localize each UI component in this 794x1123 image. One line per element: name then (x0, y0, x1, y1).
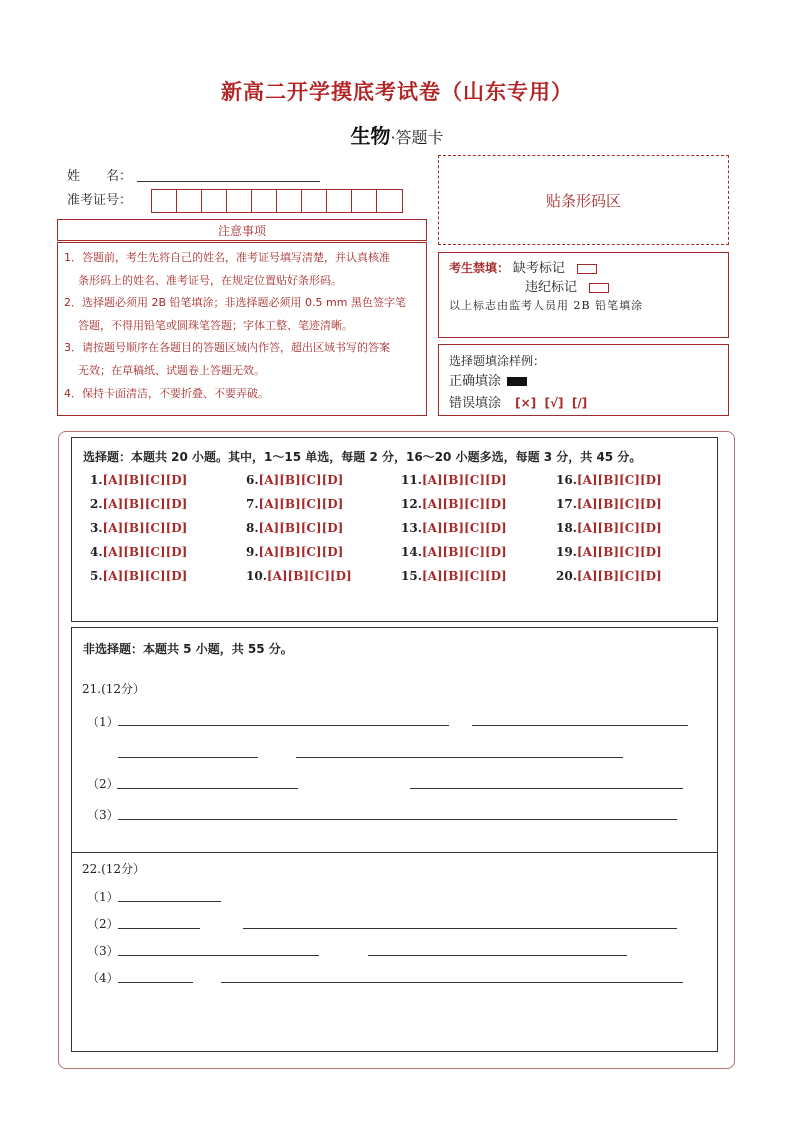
mcq-options[interactable]: [A][B][C][D] (102, 473, 188, 487)
mcq-question[interactable] (556, 473, 662, 487)
mcq-question-number: 7. (246, 497, 259, 511)
q22-section (71, 852, 718, 1052)
mcq-question-number: 4. (90, 545, 103, 559)
notice-heading: 注意事项 (57, 219, 427, 241)
id-digit-box[interactable] (352, 190, 377, 212)
notice-box (57, 242, 427, 416)
subject-name: 生物 (350, 124, 391, 148)
mcq-question[interactable] (246, 497, 343, 511)
mcq-question[interactable] (401, 473, 507, 487)
mcq-question[interactable] (556, 545, 662, 559)
q22-answer-line[interactable] (368, 955, 627, 956)
id-digit-box[interactable] (302, 190, 327, 212)
violation-mark-box[interactable] (589, 283, 609, 293)
notice-item-2: 2．选择题必须用 2B 铅笔填涂；非选择题必须用 0.5 mm 黑色签字笔 答题，不得用铅笔或圆珠笔答题；字体工整、笔迹清晰。 (64, 296, 406, 332)
id-digit-box[interactable] (202, 190, 227, 212)
mcq-options[interactable]: [A][B][C][D] (421, 521, 507, 535)
q21-answer-line[interactable] (472, 725, 688, 726)
notice-item-3: 3．请按题号顺序在各题目的答题区域内作答，超出区域书写的答案 无效；在草稿纸、试题卷上答题无效。 (64, 341, 390, 377)
q21-part1-label: （1） (87, 715, 119, 729)
mcq-question[interactable] (90, 497, 187, 511)
q21-answer-line[interactable] (118, 725, 449, 726)
id-digit-box[interactable] (227, 190, 252, 212)
id-digit-box[interactable] (152, 190, 177, 212)
mcq-question[interactable] (401, 545, 507, 559)
q22-answer-line[interactable] (118, 928, 200, 929)
exam-title: 新高二开学摸底考试卷（山东专用） (221, 80, 573, 104)
q22-answer-line[interactable] (118, 982, 193, 983)
mcq-options[interactable]: [A][B][C][D] (576, 473, 662, 487)
proctor-box (438, 252, 729, 338)
mcq-question[interactable] (246, 521, 343, 535)
mcq-question[interactable] (90, 521, 187, 535)
forbidden-label: 考生禁填： (449, 261, 510, 275)
mcq-question-number: 1. (90, 473, 103, 487)
mcq-question[interactable] (556, 569, 662, 583)
barcode-area (438, 155, 729, 245)
mcq-options[interactable]: [A][B][C][D] (576, 545, 662, 559)
mcq-question[interactable] (401, 497, 507, 511)
wrong-fill-samples: [×] [√] [/] (515, 396, 588, 410)
mcq-options[interactable]: [A][B][C][D] (421, 497, 507, 511)
id-label: 准考证号： (67, 193, 133, 208)
mcq-question-number: 5. (90, 569, 103, 583)
mcq-options[interactable]: [A][B][C][D] (258, 497, 344, 511)
q22-part3-label: （3） (87, 944, 119, 958)
mcq-question-number: 8. (246, 521, 259, 535)
notice-item-4: 4．保持卡面清洁，不要折叠、不要弄破。 (64, 386, 269, 400)
violation-label: 违纪标记 (525, 280, 578, 295)
proctor-note: 以上标志由监考人员用 2B 铅笔填涂 (449, 299, 644, 312)
q22-part4-label: （4） (87, 971, 119, 985)
mcq-question[interactable] (90, 545, 187, 559)
q21-answer-line[interactable] (118, 819, 677, 820)
mcq-question-number: 15. (401, 569, 422, 583)
mcq-question-number: 19. (556, 545, 577, 559)
mcq-question-number: 6. (246, 473, 259, 487)
q21-answer-line[interactable] (410, 788, 683, 789)
mcq-options[interactable]: [A][B][C][D] (258, 521, 344, 535)
mcq-options[interactable]: [A][B][C][D] (421, 545, 507, 559)
mcq-question[interactable] (401, 569, 507, 583)
q21-answer-line[interactable] (296, 757, 623, 758)
mcq-options[interactable]: [A][B][C][D] (266, 569, 352, 583)
mcq-question-number: 2. (90, 497, 103, 511)
mcq-question-number: 20. (556, 569, 577, 583)
nonmcq-heading: 非选择题：本题共 5 小题，共 55 分。 (83, 642, 293, 656)
q21-answer-line[interactable] (117, 788, 298, 789)
barcode-label: 贴条形码区 (545, 191, 621, 210)
absent-label: 缺考标记 (512, 261, 565, 276)
q22-answer-line[interactable] (221, 982, 683, 983)
absent-mark-box[interactable] (577, 264, 597, 274)
answer-card-label: ·答题卡 (390, 128, 444, 147)
exam-id-boxes[interactable] (151, 189, 403, 213)
q22-answer-line[interactable] (118, 901, 221, 902)
q22-part2-label: （2） (87, 917, 119, 931)
mcq-options[interactable]: [A][B][C][D] (576, 497, 662, 511)
name-label: 姓 名： (67, 169, 133, 184)
mcq-question-number: 13. (401, 521, 422, 535)
q21-part2-label: （2） (87, 777, 119, 791)
mcq-question-number: 17. (556, 497, 577, 511)
q21-part3-label: （3） (87, 808, 119, 822)
id-digit-box[interactable] (177, 190, 202, 212)
mcq-question-number: 10. (246, 569, 267, 583)
q22-part1-label: （1） (87, 890, 119, 904)
mcq-question[interactable] (90, 473, 187, 487)
wrong-fill-label: 错误填涂 (449, 396, 502, 411)
q22-answer-line[interactable] (243, 928, 677, 929)
id-digit-box[interactable] (377, 190, 402, 212)
mcq-question-number: 9. (246, 545, 259, 559)
mcq-options[interactable]: [A][B][C][D] (102, 521, 188, 535)
mcq-question[interactable] (556, 497, 662, 511)
q21-answer-line[interactable] (118, 757, 258, 758)
fill-example-box (438, 344, 729, 416)
mcq-question[interactable] (246, 569, 352, 583)
mcq-question-number: 12. (401, 497, 422, 511)
mcq-question[interactable] (246, 473, 343, 487)
q22-title: 22.(12分） (82, 862, 146, 876)
mcq-question-number: 16. (556, 473, 577, 487)
mcq-question[interactable] (90, 569, 187, 583)
mcq-options[interactable]: [A][B][C][D] (102, 569, 188, 583)
mcq-options[interactable]: [A][B][C][D] (102, 497, 188, 511)
correct-fill-sample (507, 377, 527, 386)
mcq-question-number: 11. (401, 473, 422, 487)
mcq-question-number: 3. (90, 521, 103, 535)
q22-answer-line[interactable] (118, 955, 319, 956)
mcq-heading: 选择题：本题共 20 小题。其中，1～15 单选，每题 2 分，16～20 小题多选，每题 3 分，共 45 分。 (83, 450, 642, 464)
mcq-options[interactable]: [A][B][C][D] (102, 545, 188, 559)
mcq-options[interactable]: [A][B][C][D] (258, 473, 344, 487)
mcq-options[interactable]: [A][B][C][D] (421, 569, 507, 583)
mcq-question-number: 18. (556, 521, 577, 535)
mcq-options[interactable]: [A][B][C][D] (576, 521, 662, 535)
id-digit-box[interactable] (252, 190, 277, 212)
mcq-options[interactable]: [A][B][C][D] (576, 569, 662, 583)
mcq-question[interactable] (401, 521, 507, 535)
subject-title (0, 120, 794, 149)
mcq-question-number: 14. (401, 545, 422, 559)
name-line[interactable] (137, 181, 320, 182)
mcq-question[interactable] (246, 545, 343, 559)
mcq-options[interactable]: [A][B][C][D] (258, 545, 344, 559)
id-digit-box[interactable] (277, 190, 302, 212)
correct-fill-label: 正确填涂 (449, 374, 502, 389)
fill-example-heading: 选择题填涂样例： (449, 354, 546, 368)
mcq-question[interactable] (556, 521, 662, 535)
q21-title: 21.(12分） (82, 682, 146, 696)
mcq-options[interactable]: [A][B][C][D] (421, 473, 507, 487)
notice-item-1: 1．答题前，考生先将自己的姓名，准考证号填写清楚，并认真核准 条形码上的姓名、准考证号，在规定位置贴好条形码。 (64, 251, 390, 287)
id-digit-box[interactable] (327, 190, 352, 212)
